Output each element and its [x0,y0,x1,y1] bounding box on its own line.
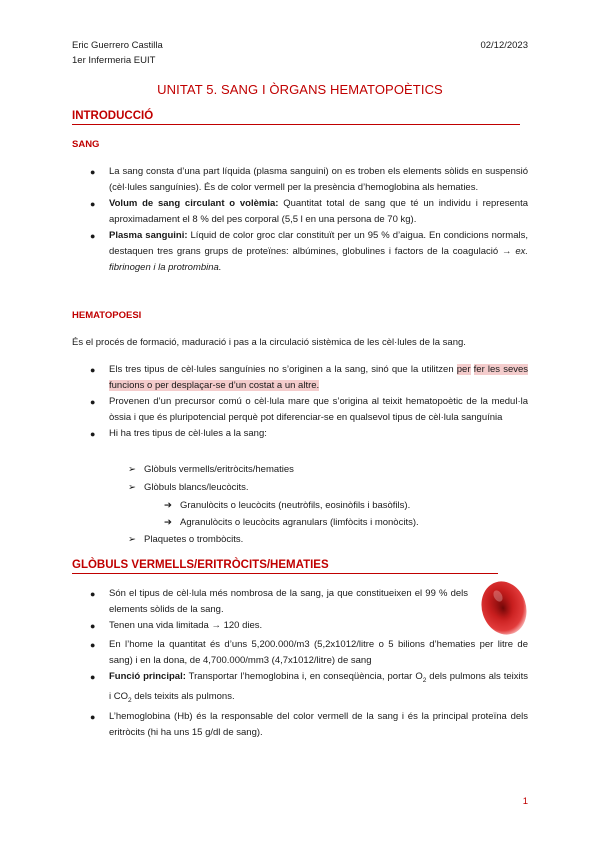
bullet-dot: ● [90,589,96,599]
highlighted-text: per [456,364,471,375]
bullet-dot: ● [90,429,96,439]
bullet-dot: ● [90,199,96,209]
bullet-dot: ● [90,711,96,722]
page-header [72,38,528,68]
arrow-icon: ➔ [164,517,172,528]
author-name: Eric Guerrero Castilla [72,40,163,51]
bullet-dot: ● [90,365,96,375]
highlighted-text: fer les seves funcions o per desplaçar-se d’un costat a un altre. [109,364,529,391]
unit-title: UNITAT 5. SANG I ÒRGANS HEMATOPOÈTICS [157,82,443,97]
list-item: ● Plasma sanguini: Líquid de color groc clar constituït per un 95 % d’aigua. En condicions normals, destaquen tres grans grups de proteïnes: albúmines, globulines i factors de la coagulació → ex. fibrinogen i la protrombina. [90,230,529,273]
globuls-bullet-list-a [72,586,468,634]
list-item: ● Els tres tipus de cèl·lules sanguínies no s’originen a la sang, sinó que la utilitzen per fer les seves funcions o per desplaçar-se d’un costat a un altre. [90,364,529,391]
bullet-dot: ● [90,167,96,177]
list-item: ● Volum de sang circulant o volèmia: Quantitat total de sang que té un individu i representa aproximadament el 8 % del pes corporal (5,5 l en una persona de 70 kg). [90,198,528,225]
cell-type-platelets: ➢ Plaquetes o trombòcits. [128,532,243,548]
cell-type-red: ➢ Glòbuls vermells/eritròcits/hematies [128,462,294,478]
cell-type-white: ➢ Glòbuls blancs/leucòcits. [128,480,249,496]
intro-heading: INTRODUCCIÓ [72,110,154,122]
arrow-icon: ➢ [128,464,136,475]
list-item: ● En l’home la quantitat és d’uns 5,200.000/m3 (5,2x1012/litre o 5 bilions d’hematies per litre de sang) i en la dona, de 4,700.000/mm3 (4,7x1012/litre) de sang [90,639,528,666]
red-blood-cell-icon [478,578,530,638]
list-item: ● Són el tipus de cèl·lula més nombrosa de la sang, ja que constitueixen el 99 % dels elements sòlids de la sang. [90,588,468,615]
cell-type-agranulocytes: ➔ Agranulòcits o leucòcits agranulars (limfòcits i monòcits). [164,515,419,531]
hematopoesi-bullet-list [72,362,528,442]
list-item: ● Hi ha tres tipus de cèl·lules a la sang: [72,426,528,442]
bullet-dot: ● [90,640,96,650]
globuls-underline [72,573,498,574]
list-item: ● L’hemoglobina (Hb) és la responsable del color vermell de la sang i és la principal proteïna dels eritròcits (hi ha uns 15 g/dl de sang). [90,710,528,738]
bullet-dot: ● [90,231,96,241]
list-item: ● La sang consta d’una part líquida (plasma sanguini) on es troben els elements sòlids en suspensió (cèl·lules sanguínies). És de color vermell per la presència d’hemoglobina als hematies. [90,166,528,193]
list-item: ● Tenen una vida limitada → 120 dies. [72,618,468,634]
sang-bullet-list [72,164,528,276]
bullet-dot: ● [90,672,96,682]
globuls-bullet-list-b [72,637,528,741]
bullet-dot: ● [90,621,96,631]
course-name: 1er Infermeria EUIT [72,55,156,66]
hematopoesi-definition: És el procés de formació, maduració i pas a la circulació sistèmica de les cèl·lules de la sang. [72,337,466,348]
page-number: 1 [522,796,528,807]
list-item: ● Provenen d’un precursor comú o cèl·lula mare que s’origina al teixit hematopoètic de la medul·la òssia i que és pluripotencial perquè pot diferenciar-se en qualsevol tipus de cèl·lula sanguínia [90,396,528,423]
arrow-icon: ➔ [164,500,172,511]
bullet-dot: ● [90,397,96,407]
arrow-icon: ➢ [128,534,136,545]
intro-underline [72,124,520,125]
hematopoesi-heading: HEMATOPOESI [72,310,142,321]
document-date: 02/12/2023 [480,40,528,51]
sang-heading: SANG [72,139,100,150]
list-item: ● Funció principal: Transportar l’hemoglobina i, en conseqüència, portar $O_2$ dels pulmons als teixits i $CO_2$ dels teixits als pulmons. [90,671,528,704]
arrow-icon: ➢ [128,482,136,493]
globuls-heading: GLÒBULS VERMELLS/ERITRÒCITS/HEMATIES [72,559,329,571]
cell-type-granulocytes: ➔ Granulòcits o leucòcits (neutròfils, eosinòfils i basòfils). [164,498,410,514]
